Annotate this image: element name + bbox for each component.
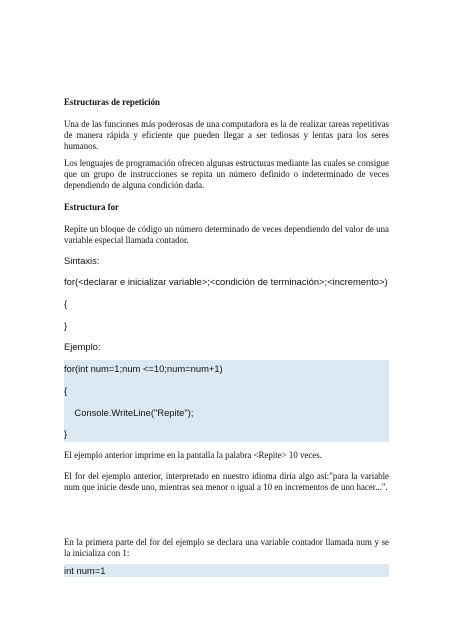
code-line: { [64, 385, 68, 396]
code-line: int num=1 [64, 565, 106, 576]
paragraph-intro: Una de las funciones más poderosas de una computadora es la de realizar tareas repetitivas de manera rápida y eficiente que pueden llegar a ser tediosas y lentas para los seres humanos. [64, 119, 389, 152]
code-line: for(int num=1;num <=10;num=num+1) [64, 363, 223, 374]
subsection-heading-for: Estructura for [64, 202, 119, 212]
code-block-init [64, 564, 389, 577]
example-label: Ejemplo: [64, 341, 101, 352]
paragraph-for-interpretation: El for del ejemplo anterior, interpretado en nuestro idioma diría algo así:"para la variable num que inicie desde uno, mientras sea menor o igual a 10 en incrementos de uno hacer...". [64, 471, 389, 493]
syntax-line: for(<declarar e inicializar variable>;<condición de terminación>;<incremento>) [64, 276, 388, 287]
code-line: Console.WriteLine("Repite"); [64, 407, 194, 418]
syntax-label: Sintaxis: [64, 255, 100, 266]
syntax-brace-close: } [64, 320, 68, 331]
paragraph-languages: Los lenguajes de programación ofrecen algunas estructuras mediante las cuales se consigue que un grupo de instrucciones se repita un número definido o indeterminado de veces dependiendo de alguna condición dada. [64, 158, 389, 191]
paragraph-for-description: Repite un bloque de código un número determinado de veces dependiendo del valor de una variable especial llamada contador. [64, 224, 389, 246]
section-heading: Estructuras de repetición [64, 97, 160, 107]
code-line: } [64, 428, 68, 439]
paragraph-first-part: En la primera parte del for del ejemplo se declara una variable contador llamada num y se la inicializa con 1: [64, 537, 389, 559]
paragraph-example-result: El ejemplo anterior imprime en la pantalla la palabra <Repite> 10 veces. [64, 450, 322, 460]
syntax-brace-open: { [64, 298, 68, 309]
